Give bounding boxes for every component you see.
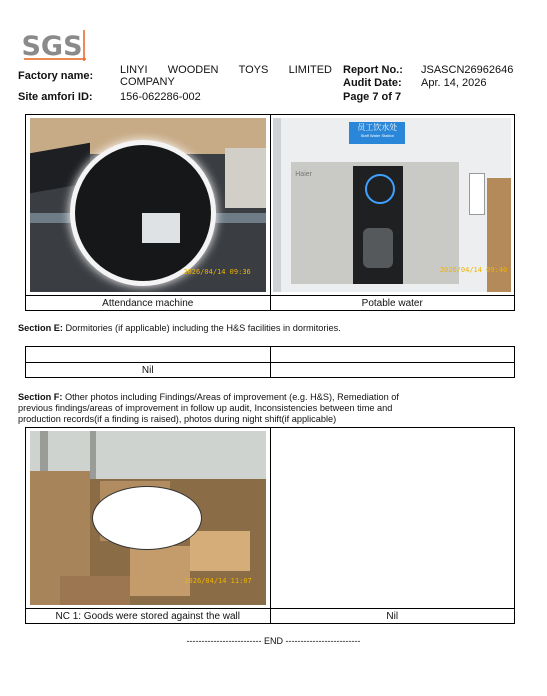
section-f-text-1: Other photos including Findings/Areas of improvement (e.g. H&S), Remediation of xyxy=(62,392,399,402)
sign-chinese: 员工饮水处 xyxy=(357,123,398,132)
section-f-label: Section F: xyxy=(18,392,63,402)
caption-goods: NC 1: Goods were stored against the wall xyxy=(26,609,271,624)
photo-cell-attendance xyxy=(26,115,271,296)
section-f-table xyxy=(25,427,515,624)
section-e-nil: Nil xyxy=(26,363,271,378)
factory-name-label: Factory name: xyxy=(18,70,94,82)
photo-timestamp: 2026/04/14 11:07 xyxy=(184,577,252,585)
photo-table-top xyxy=(25,114,515,311)
attendance-machine-photo xyxy=(30,118,266,292)
section-f-heading xyxy=(18,392,518,425)
factory-name-line2: COMPANY xyxy=(120,76,175,88)
report-no-label: Report No.: xyxy=(343,64,403,76)
section-f-text-3: production records(if a finding is raised), photos during night shift(if applicable) xyxy=(18,414,337,424)
photo-cell-goods xyxy=(26,428,271,609)
site-id-value: 156-062286-002 xyxy=(120,91,201,103)
factory-name-line1: LINYI WOODEN TOYS LIMITED xyxy=(120,64,332,76)
section-e-heading xyxy=(18,323,341,334)
svg-text:SGS: SGS xyxy=(22,31,83,62)
goods-against-wall-photo xyxy=(30,431,266,605)
section-f-text-2: previous findings/areas of improvement in follow up audit, Inconsistencies between time and xyxy=(18,403,393,413)
end-marker: ------------------------- END ------------------------- xyxy=(186,636,361,646)
sgs-logo xyxy=(22,28,88,64)
potable-water-photo xyxy=(273,118,511,292)
brand-label: Haier xyxy=(295,171,312,178)
site-id-label: Site amfori ID: xyxy=(18,91,93,103)
page-number: Page 7 of 7 xyxy=(343,91,402,103)
photo-timestamp: 2026/04/14 09:36 xyxy=(183,268,251,276)
section-e-table xyxy=(25,346,515,378)
section-e-text: Dormitories (if applicable) including the H&S facilities in dormitories. xyxy=(62,323,341,333)
sign-english: Staff Water Station xyxy=(360,133,394,138)
section-f-nil: Nil xyxy=(270,609,515,624)
photo-cell-water xyxy=(270,115,515,296)
water-station-sign xyxy=(349,122,405,144)
caption-attendance: Attendance machine xyxy=(26,296,271,311)
caption-water: Potable water xyxy=(270,296,515,311)
audit-date-value: Apr. 14, 2026 xyxy=(421,77,487,89)
photo-timestamp: 2026/04/14 09:40 xyxy=(439,266,508,274)
audit-date-label: Audit Date: xyxy=(343,77,402,89)
report-no-value: JSASCN26962646 xyxy=(421,64,514,76)
section-e-label: Section E: xyxy=(18,323,63,333)
